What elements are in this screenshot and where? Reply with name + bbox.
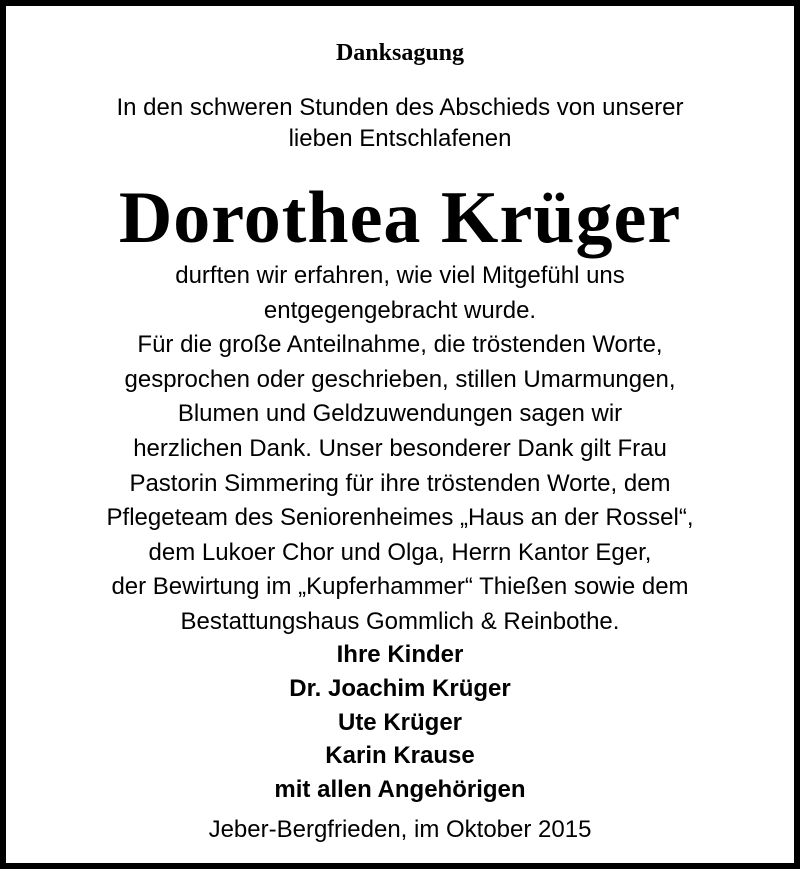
body-line: Pflegeteam des Seniorenheimes „Haus an der Rossel“, xyxy=(106,504,694,532)
body-line: Pastorin Simmering für ihre tröstenden Worte, dem xyxy=(129,469,671,497)
intro-text xyxy=(6,92,794,154)
thank-you-text xyxy=(6,259,794,640)
body-line: herzlichen Dank. Unser besonderer Dank gilt Frau xyxy=(133,434,667,462)
body-line: Für die große Anteilnahme, die tröstenden Worte, xyxy=(137,331,663,359)
body-line: entgegengebracht wurde. xyxy=(263,296,537,324)
body-line: der Bewirtung im „Kupferhammer“ Thießen sowie dem xyxy=(111,573,689,601)
signer-line: Karin Krause xyxy=(325,742,475,770)
body-line: Blumen und Geldzuwendungen sagen wir xyxy=(177,400,623,428)
signer-line: Ihre Kinder xyxy=(336,641,464,668)
signer-line: Dr. Joachim Krüger xyxy=(289,674,511,702)
signers-block xyxy=(6,638,794,807)
intro-line: In den schweren Stunden des Abschieds von unserer xyxy=(116,94,684,121)
notice-heading: Danksagung xyxy=(335,40,465,66)
signer-line: Ute Krüger xyxy=(337,708,463,736)
body-line: dem Lukoer Chor und Olga, Herrn Kantor Eger, xyxy=(148,538,652,566)
intro-line: lieben Entschlafenen xyxy=(288,125,512,152)
deceased-name: Dorothea Krüger xyxy=(118,177,682,259)
body-line: Bestattungshaus Gommlich & Reinbothe. xyxy=(180,607,620,635)
place-date: Jeber-Bergfrieden, im Oktober 2015 xyxy=(208,816,592,843)
body-line: durften wir erfahren, wie viel Mitgefühl uns xyxy=(175,262,625,289)
body-line: gesprochen oder geschrieben, stillen Umarmungen, xyxy=(124,365,676,393)
signer-line: mit allen Angehörigen xyxy=(274,776,526,804)
